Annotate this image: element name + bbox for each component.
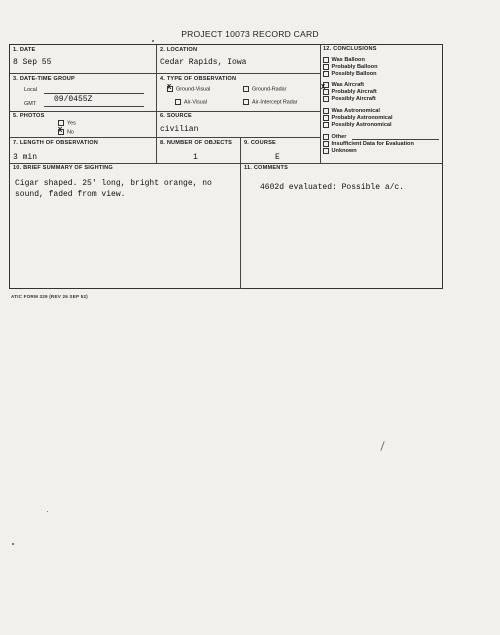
- gmt-label: GMT: [24, 101, 36, 107]
- location-value: Cedar Rapids, Iowa: [160, 58, 247, 67]
- conclusion-was-balloon: Was Balloon: [323, 57, 365, 63]
- air-intercept-radar-option: Air-Intercept Radar: [243, 99, 298, 105]
- comments-value: 4602d evaluated: Possible a/c.: [260, 183, 405, 192]
- location-cell: [156, 45, 320, 73]
- length-label: 7. LENGTH OF OBSERVATION: [13, 140, 98, 146]
- conclusion-possibly-aircraft: Possibly Aircraft: [323, 96, 376, 102]
- comments-cell: [240, 163, 442, 289]
- summary-label: 10. BRIEF SUMMARY OF SIGHTING: [13, 165, 113, 171]
- conclusion-probably-aircraft: Probably Aircraft: [323, 89, 377, 95]
- summary-line-1: Cigar shaped. 25' long, bright orange, no: [15, 179, 212, 188]
- observation-type-label: 4. TYPE OF OBSERVATION: [160, 76, 237, 82]
- number-of-objects-value: 1: [193, 153, 198, 162]
- conclusion-unknown: Unknown: [323, 148, 357, 154]
- scan-stroke: [380, 441, 384, 451]
- datetime-cell: [10, 73, 156, 111]
- checkbox-icon: [323, 141, 329, 147]
- conclusions-label: 12. CONCLUSIONS: [323, 46, 377, 52]
- checkbox-icon: [175, 99, 181, 105]
- ground-radar-option: Ground-Radar: [243, 86, 286, 92]
- comments-label: 11. COMMENTS: [244, 165, 289, 171]
- local-label: Local: [24, 87, 37, 93]
- date-cell: [10, 45, 156, 73]
- source-cell: [156, 111, 320, 137]
- conclusion-was-astronomical: Was Astronomical: [323, 108, 380, 114]
- checkbox-icon: [58, 120, 64, 126]
- checkbox-icon: [243, 99, 249, 105]
- conclusion-possibly-balloon: Possibly Balloon: [323, 71, 377, 77]
- conclusion-possibly-astronomical: Possibly Astronomical: [323, 122, 392, 128]
- possibly-aircraft-check-mark: X: [321, 84, 326, 92]
- summary-cell: [10, 163, 240, 289]
- course-cell: [240, 137, 320, 163]
- gmt-value: 09/0455Z: [54, 95, 93, 104]
- checkbox-icon: [167, 86, 173, 92]
- checkbox-icon: [243, 86, 249, 92]
- length-cell: [10, 137, 156, 163]
- date-value: 8 Sep 55: [13, 58, 52, 67]
- source-value: civilian: [160, 125, 199, 134]
- number-of-objects-label: 8. NUMBER OF OBJECTS: [160, 140, 233, 146]
- checkbox-icon: [323, 148, 329, 154]
- checkbox-icon: [323, 71, 329, 77]
- record-card: [9, 44, 443, 289]
- gmt-line: [44, 106, 144, 107]
- conclusion-was-aircraft: Was Aircraft: [323, 82, 364, 88]
- conclusions-divider: [320, 45, 321, 163]
- observation-type-cell: [156, 73, 320, 111]
- photos-cell: [10, 111, 156, 137]
- photos-yes-option: Yes: [58, 120, 76, 126]
- conclusion-probably-astronomical: Probably Astronomical: [323, 115, 393, 121]
- location-label: 2. LOCATION: [160, 47, 198, 53]
- length-value: 3 min: [13, 153, 38, 162]
- checkbox-icon: [323, 115, 329, 121]
- course-value: E: [275, 153, 280, 162]
- local-line: [44, 93, 144, 94]
- scan-speck: [47, 511, 48, 512]
- conclusion-probably-balloon: Probably Balloon: [323, 64, 378, 70]
- summary-line-2: sound, faded from view.: [15, 190, 126, 199]
- checkbox-icon: [323, 96, 329, 102]
- photos-no-option: No: [58, 129, 74, 135]
- checkbox-icon: [323, 57, 329, 63]
- ground-visual-check-mark: X: [167, 84, 172, 92]
- date-label: 1. DATE: [13, 47, 36, 53]
- conclusion-other: Other: [323, 134, 346, 140]
- source-label: 6. SOURCE: [160, 113, 192, 119]
- course-label: 9. COURSE: [244, 140, 276, 146]
- checkbox-icon: [323, 122, 329, 128]
- checkbox-icon: [323, 64, 329, 70]
- checkbox-icon: [323, 134, 329, 140]
- checkbox-icon: [58, 129, 64, 135]
- scan-speck: [152, 40, 154, 42]
- form-number: ATIC FORM 329 (REV 26 SEP 52): [11, 294, 88, 299]
- card-title: PROJECT 10073 RECORD CARD: [181, 29, 319, 39]
- datetime-label: 3. DATE-TIME GROUP: [13, 76, 75, 82]
- photos-label: 5. PHOTOS: [13, 113, 45, 119]
- air-visual-option: Air-Visual: [175, 99, 207, 105]
- conclusion-insufficient-data: Insufficient Data for Evaluation: [323, 141, 414, 147]
- checkbox-icon: [323, 108, 329, 114]
- ground-visual-option: Ground-Visual: [167, 86, 210, 92]
- number-of-objects-cell: [156, 137, 240, 163]
- scan-speck: [12, 543, 14, 545]
- other-line: [352, 139, 439, 140]
- photos-no-check-mark: X: [58, 127, 63, 135]
